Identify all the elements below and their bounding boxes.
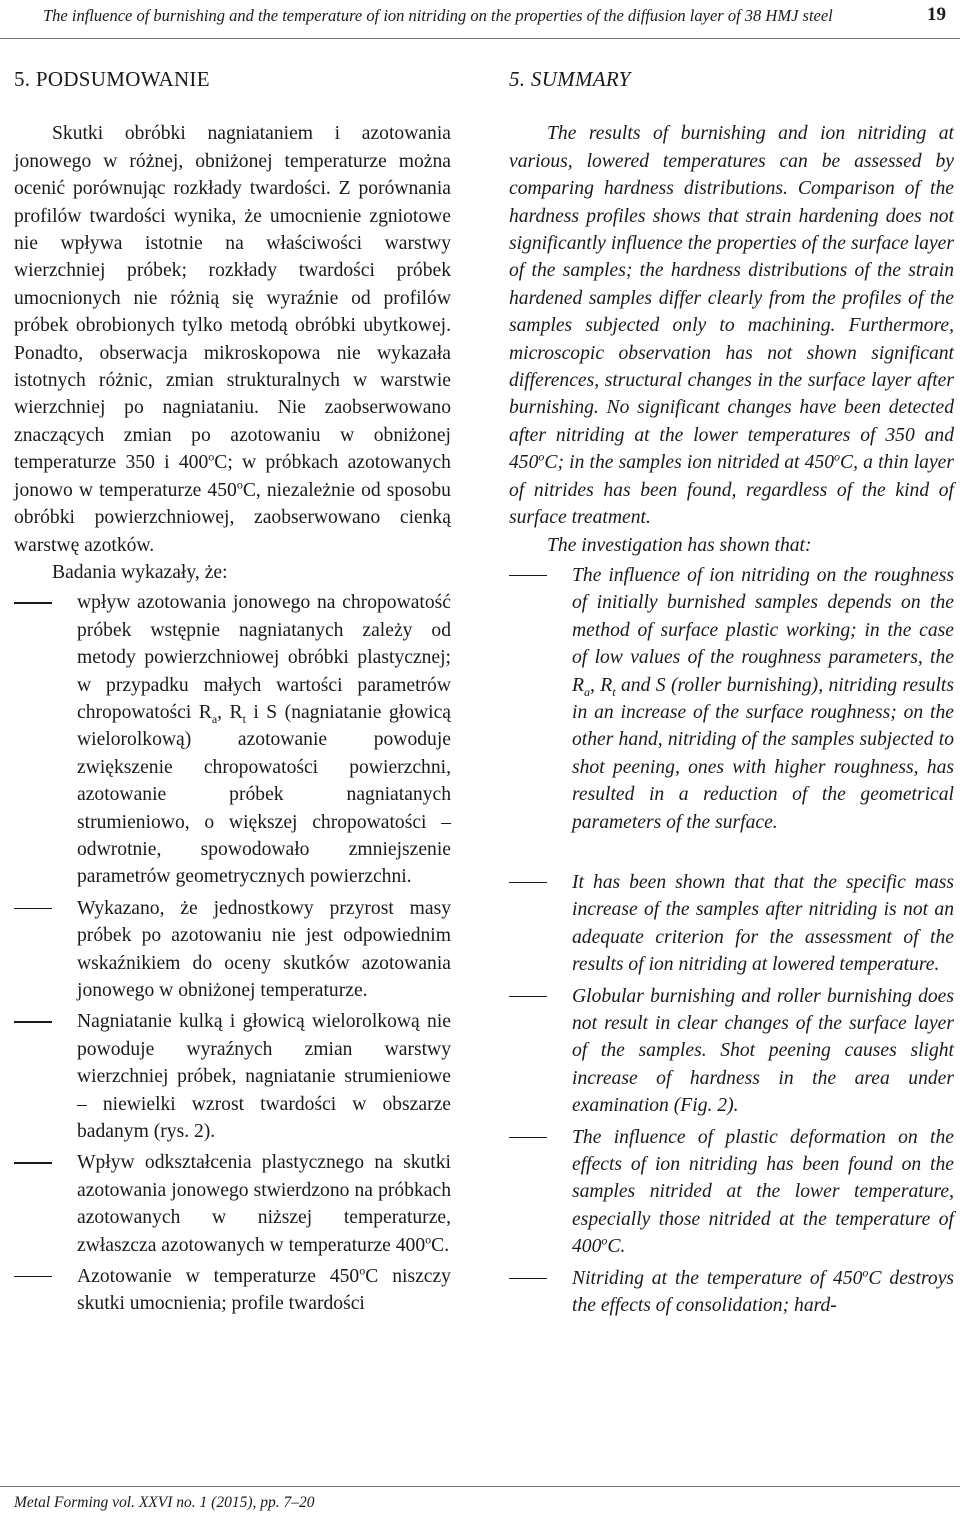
running-header (0, 0, 960, 39)
polish-column (14, 66, 451, 1322)
dash-bullet (509, 1137, 547, 1138)
list-item: wpływ azotowania jonowego na chropowatość próbek wstępnie nagniatanych zależy od metody powierzchniowej obróbki plastycznej; w przypadku małych wartości parametrów chropowatości $R_a$, $R_t$ i S (nagniatanie głowicą wielorolkową) azotowanie powoduje zwiększenie chropowatości powierzchni, azotowanie próbek nagniatanych strumieniowo, o większej chropowatości – odwrotnie, spowodowało zmniejszenie parametrów geometrycznych powierzchni. (14, 589, 451, 890)
polish-findings-list (14, 589, 451, 1318)
list-item: Wpływ odkształcenia plastycznego na skutki azotowania jonowego stwierdzono na próbkach azotowanych w niższej temperaturze, zwłaszcza azotowanych w temperaturze 400$^o$C. (14, 1149, 451, 1259)
running-title: The influence of burnishing and the temperature of ion nitriding on the properties of the diffusion layer of 38 HMJ steel (43, 6, 833, 25)
footer-rule (0, 1486, 960, 1487)
dash-bullet (509, 882, 547, 883)
journal-footer: Metal Forming vol. XXVI no. 1 (2015), pp. 7–20 (14, 1494, 315, 1511)
list-item: Wykazano, że jednostkowy przyrost masy próbek po azotowaniu nie jest odpowiednim wskaźnikiem do oceny skutków azotowania jonowego w obniżonej temperaturze. (14, 895, 451, 1005)
english-findings-list (509, 562, 954, 1320)
dash-bullet (509, 575, 547, 576)
english-intro-paragraph: The results of burnishing and ion nitriding at various, lowered temperatures can be assessed by comparing hardness distributions. Comparison of the hardness profiles shows that strain hardening does not significantly influence the properties of the surface layer of the samples; the hardness distributions of the strain hardened samples differ clearly from the profiles of the samples subjected only to machining. Furthermore, microscopic observation has not shown significant differences, structural changes in the surface layer after burnishing. No significant changes have been detected after nitriding at the lower temperatures of 350 and 450$^o$C; in the samples ion nitrided at 450$^o$C, a thin layer of nitrides has been found, regardless of the kind of surface treatment. (509, 123, 954, 529)
list-item: Globular burnishing and roller burnishing does not result in clear changes of the surface layer of the samples. Shot peening causes slight increase of hardness in the area under examination (Fig. 2). (509, 983, 954, 1120)
english-column (509, 66, 954, 1323)
dash-bullet (509, 996, 547, 997)
list-item: The influence of plastic deformation on the effects of ion nitriding has been found on the samples nitrided at the lower temperature, especially those nitrided at the temperature of 400$^o$C. (509, 1124, 954, 1261)
list-item: Azotowanie w temperaturze 450$^o$C niszczy skutki umocnienia; profile twardości (14, 1263, 451, 1318)
dash-bullet (14, 1276, 52, 1277)
polish-lead-in: Badania wykazały, że: (52, 561, 228, 583)
list-item: It has been shown that that the specific mass increase of the samples after nitriding is not an adequate criterion for the assessment of the results of ion nitriding at lowered temperature. (509, 869, 954, 979)
polish-heading: 5. PODSUMOWANIE (14, 67, 210, 91)
dash-bullet (14, 908, 52, 909)
list-item: Nitriding at the temperature of 450$^o$C destroys the effects of consolidation; hard- (509, 1265, 954, 1320)
dash-bullet (14, 1162, 52, 1163)
polish-intro-paragraph: Skutki obróbki nagniataniem i azotowania jonowego w różnej, obniżonej temperaturze można ocenić porównując rozkłady twardości. Z porównania profilów twardości wynika, że umocnienie zgniotowe nie wpływa istotnie na właściwości warstwy wierzchniej próbek; rozkłady twardości próbek umocnionych nie różnią się wyraźnie od profilów próbek obrobionych tylko metodą obróbki ubytkowej. Ponadto, obserwacja mikroskopowa nie wykazała istotnych różnic, zmian strukturalnych w warstwie wierzchniej po nagniataniu. Nie zaobserwowano znaczących zmian po azotowaniu w obniżonej temperaturze 350 i 400$^o$C; w próbkach azotowanych jonowo w temperaturze 450$^o$C, niezależnie od sposobu obróbki powierzchniowej, zaobserwowano cienką warstwę azotków. (14, 123, 451, 556)
english-heading: 5. SUMMARY (509, 67, 631, 91)
english-lead-in: The investigation has shown that: (547, 534, 812, 556)
dash-bullet (14, 1021, 52, 1022)
list-item: Nagniatanie kulką i głowicą wielorolkową nie powoduje wyraźnych zmian warstwy wierzchniej próbek, nagniatanie strumieniowe – niewielki wzrost twardości w obszarze badanym (rys. 2). (14, 1008, 451, 1145)
dash-bullet (14, 602, 52, 603)
dash-bullet (509, 1278, 547, 1279)
list-item: The influence of ion nitriding on the roughness of initially burnished samples depends on the method of surface plastic working; in the case of low values of the roughness parameters, the $R_a$, $R_t$ and S (roller burnishing), nitriding results in an increase of the surface roughness; on the other hand, nitriding of the samples subjected to shot peening, ones with higher roughness, has resulted in a reduction of the geometrical parameters of the surface. (509, 562, 954, 836)
page-number: 19 (927, 4, 946, 25)
